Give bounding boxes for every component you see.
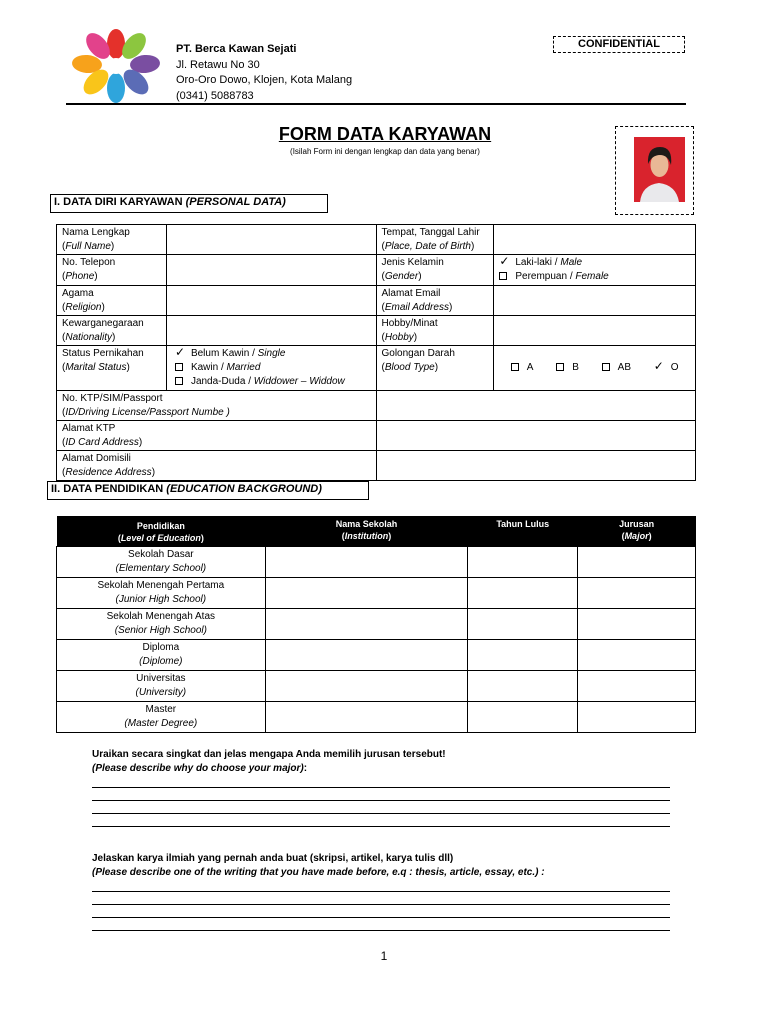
- religion-field[interactable]: [166, 286, 376, 316]
- marital-widow-option[interactable]: Janda-Duda / Widdower – Widdow: [175, 375, 371, 389]
- answer-line[interactable]: [92, 826, 670, 827]
- institution-field[interactable]: [265, 609, 468, 640]
- label-religion: Agama (Religion): [57, 286, 167, 316]
- table-row: [57, 286, 696, 316]
- education-row-master: [57, 702, 696, 733]
- institution-field[interactable]: [265, 640, 468, 671]
- label-phone: No. Telepon (Phone): [57, 255, 167, 286]
- checkbox-icon: [499, 272, 507, 280]
- label-nationality: Kewarganegaraan (Nationality): [57, 316, 167, 346]
- header-divider: [66, 103, 686, 105]
- email-field[interactable]: [494, 286, 696, 316]
- label-blood-type: Golongan Darah (Blood Type): [376, 346, 494, 391]
- blood-option-ab[interactable]: AB: [597, 362, 636, 373]
- id-number-field[interactable]: [376, 391, 696, 421]
- blood-option-a[interactable]: A: [506, 362, 539, 373]
- blood-option-b[interactable]: B: [551, 362, 584, 373]
- flower-logo-icon: [71, 29, 160, 103]
- ktp-address-field[interactable]: [376, 421, 696, 451]
- domicile-address-field[interactable]: [376, 451, 696, 481]
- table-row: [57, 346, 696, 391]
- nationality-field[interactable]: [166, 316, 376, 346]
- table-row: [57, 451, 696, 481]
- photo-frame: [615, 126, 694, 215]
- major-field[interactable]: [578, 671, 696, 702]
- answer-line[interactable]: [92, 787, 670, 788]
- year-field[interactable]: [468, 640, 578, 671]
- table-row: [57, 225, 696, 255]
- checkmark-icon: ✓: [499, 254, 510, 268]
- checkbox-icon: [602, 363, 610, 371]
- level-cell: Diploma (Diplome): [57, 640, 266, 671]
- gender-male-option[interactable]: ✓ Laki-laki / Male: [499, 254, 583, 268]
- level-cell: Master (Master Degree): [57, 702, 266, 733]
- label-email: Alamat Email (Email Address): [376, 286, 494, 316]
- personal-data-table: [56, 224, 696, 481]
- place-birth-field[interactable]: [494, 225, 696, 255]
- answer-line[interactable]: [92, 904, 670, 905]
- gender-options: [494, 255, 696, 286]
- year-field[interactable]: [468, 547, 578, 578]
- answer-line[interactable]: [92, 800, 670, 801]
- company-name: PT. Berca Kawan Sejati: [176, 43, 297, 55]
- label-hobby: Hobby/Minat (Hobby): [376, 316, 494, 346]
- checkmark-icon: ✓: [174, 345, 185, 359]
- checkbox-icon: [175, 377, 183, 385]
- education-row-diploma: [57, 640, 696, 671]
- institution-field[interactable]: [265, 578, 468, 609]
- level-cell: Sekolah Menengah Atas (Senior High School): [57, 609, 266, 640]
- major-field[interactable]: [578, 609, 696, 640]
- education-row-junior-high: [57, 578, 696, 609]
- answer-line[interactable]: [92, 930, 670, 931]
- table-row: [57, 391, 696, 421]
- education-row-university: [57, 671, 696, 702]
- table-row: [57, 316, 696, 346]
- education-table: [56, 516, 696, 733]
- company-logo: [68, 24, 164, 104]
- major-field[interactable]: [578, 702, 696, 733]
- education-row-senior-high: [57, 609, 696, 640]
- major-field[interactable]: [578, 547, 696, 578]
- year-field[interactable]: [468, 609, 578, 640]
- level-cell: Universitas (University): [57, 671, 266, 702]
- label-place-birth: Tempat, Tanggal Lahir (Place, Date of Birth): [376, 225, 494, 255]
- form-title: FORM DATA KARYAWAN: [278, 124, 492, 144]
- blood-option-o[interactable]: ✓ O: [653, 359, 679, 374]
- institution-field[interactable]: [265, 702, 468, 733]
- phone-field[interactable]: [166, 255, 376, 286]
- question-major-reason: Uraikan secara singkat dan jelas mengapa Anda memilih jurusan tersebut! (Please describe why do choose your major):: [92, 749, 446, 774]
- answer-line[interactable]: [92, 813, 670, 814]
- header-institution: Nama Sekolah (Institution): [265, 516, 468, 547]
- marital-single-option[interactable]: ✓ Belum Kawin / Single: [174, 345, 286, 359]
- page-number: 1: [380, 949, 388, 963]
- section-education: II. DATA PENDIDIKAN (EDUCATION BACKGROUND): [47, 481, 369, 500]
- label-full-name: Nama Lengkap (Full Name): [57, 225, 167, 255]
- header-major: Jurusan (Major): [578, 516, 696, 547]
- checkbox-icon: [556, 363, 564, 371]
- hobby-field[interactable]: [494, 316, 696, 346]
- table-row: [57, 421, 696, 451]
- question-writing: Jelaskan karya ilmiah yang pernah anda buat (skripsi, artikel, karya tulis dll) (Please describe one of the writing that you have made before, e.q : thesis, article, essay, etc.) :: [92, 853, 545, 878]
- education-row-elementary: [57, 547, 696, 578]
- company-address-2: Oro-Oro Dowo, Klojen, Kota Malang: [176, 74, 353, 86]
- year-field[interactable]: [468, 578, 578, 609]
- header-year: Tahun Lulus: [468, 516, 578, 547]
- full-name-field[interactable]: [166, 225, 376, 255]
- level-cell: Sekolah Menengah Pertama (Junior High School): [57, 578, 266, 609]
- answer-line[interactable]: [92, 917, 670, 918]
- company-address-1: Jl. Retawu No 30: [176, 58, 260, 71]
- institution-field[interactable]: [265, 671, 468, 702]
- header-level: Pendidikan (Level of Education): [57, 516, 266, 547]
- label-domicile-address: Alamat Domisili (Residence Address): [57, 451, 377, 481]
- label-id-number: No. KTP/SIM/Passport (ID/Driving License/Passport Numbe ): [57, 391, 377, 421]
- major-field[interactable]: [578, 578, 696, 609]
- checkmark-icon: ✓: [653, 359, 664, 374]
- marital-married-option[interactable]: Kawin / Married: [175, 361, 371, 375]
- blood-type-options: [494, 346, 696, 391]
- major-field[interactable]: [578, 640, 696, 671]
- table-row: [57, 255, 696, 286]
- answer-line[interactable]: [92, 891, 670, 892]
- year-field[interactable]: [468, 671, 578, 702]
- gender-female-option[interactable]: Perempuan / Female: [499, 270, 690, 284]
- form-subtitle: (Isilah Form ini dengan lengkap dan data yang benar): [290, 147, 480, 156]
- checkbox-icon: [511, 363, 519, 371]
- company-info: [176, 42, 352, 104]
- checkbox-icon: [175, 363, 183, 371]
- person-photo: [634, 137, 685, 202]
- level-cell: Sekolah Dasar (Elementary School): [57, 547, 266, 578]
- label-gender: Jenis Kelamin (Gender): [376, 255, 494, 286]
- label-marital-status: Status Pernikahan (Marital Status): [57, 346, 167, 391]
- company-phone: (0341) 5088783: [176, 89, 254, 102]
- education-header-row: [57, 516, 696, 547]
- year-field[interactable]: [468, 702, 578, 733]
- label-ktp-address: Alamat KTP (ID Card Address): [57, 421, 377, 451]
- section-personal-data: I. DATA DIRI KARYAWAN (PERSONAL DATA): [50, 194, 328, 213]
- confidential-label: CONFIDENTIAL: [553, 36, 685, 53]
- institution-field[interactable]: [265, 547, 468, 578]
- marital-options: [166, 346, 376, 391]
